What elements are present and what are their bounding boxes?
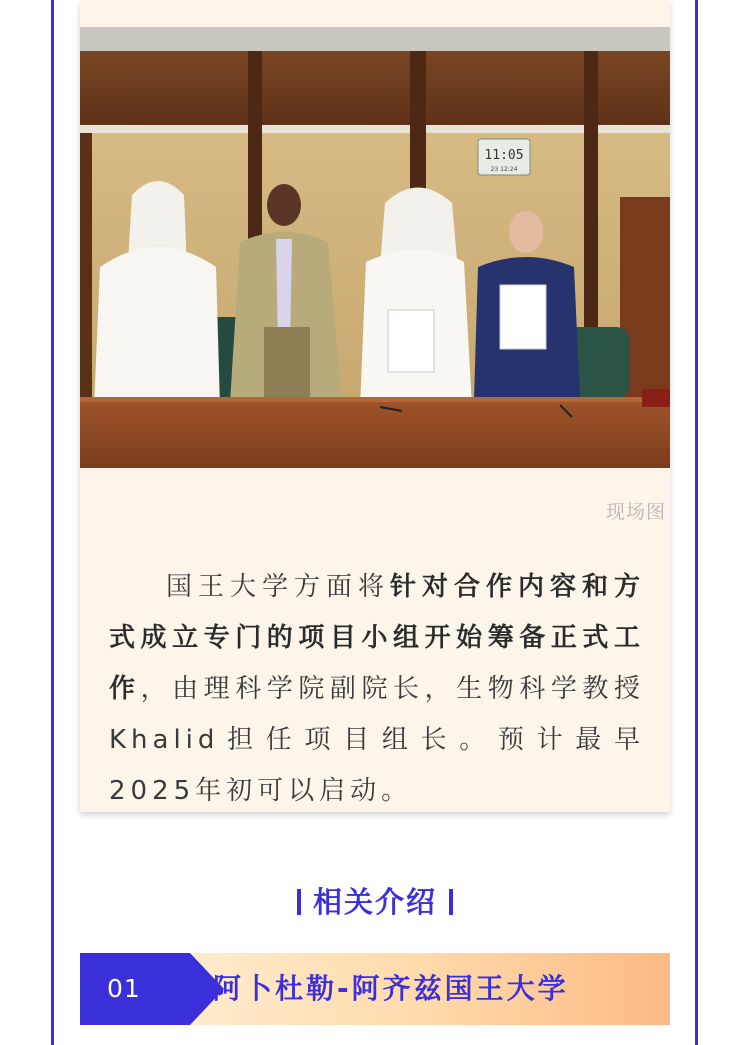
- photo-caption: 现场图: [605, 501, 666, 523]
- intro-banner: [80, 953, 670, 1025]
- heading-bar-right: [449, 889, 453, 915]
- signing-ceremony-photo: [80, 27, 670, 468]
- section-heading-text: 相关介绍: [312, 885, 437, 919]
- article-text-segment-3: ，由理科学院副院长，生物科学教授Khalid担任项目组长。预计最早2025年初可以启动。: [109, 674, 645, 806]
- banner-number: 01: [80, 953, 190, 1025]
- article-text-segment-1: 国王大学方面将: [165, 572, 390, 602]
- article-paragraph: [109, 562, 645, 817]
- clock-sub: 23 12:24: [490, 166, 518, 173]
- heading-bar-left: [297, 889, 301, 915]
- section-heading: [0, 880, 750, 921]
- banner-title: 阿卜杜勒-阿齐兹国王大学: [213, 972, 569, 1005]
- clock-time: 11:05: [484, 148, 524, 163]
- article-text-bold-segment: 针对合作内容和方式成立专门的项目小组开始筹备正式工作: [109, 572, 645, 704]
